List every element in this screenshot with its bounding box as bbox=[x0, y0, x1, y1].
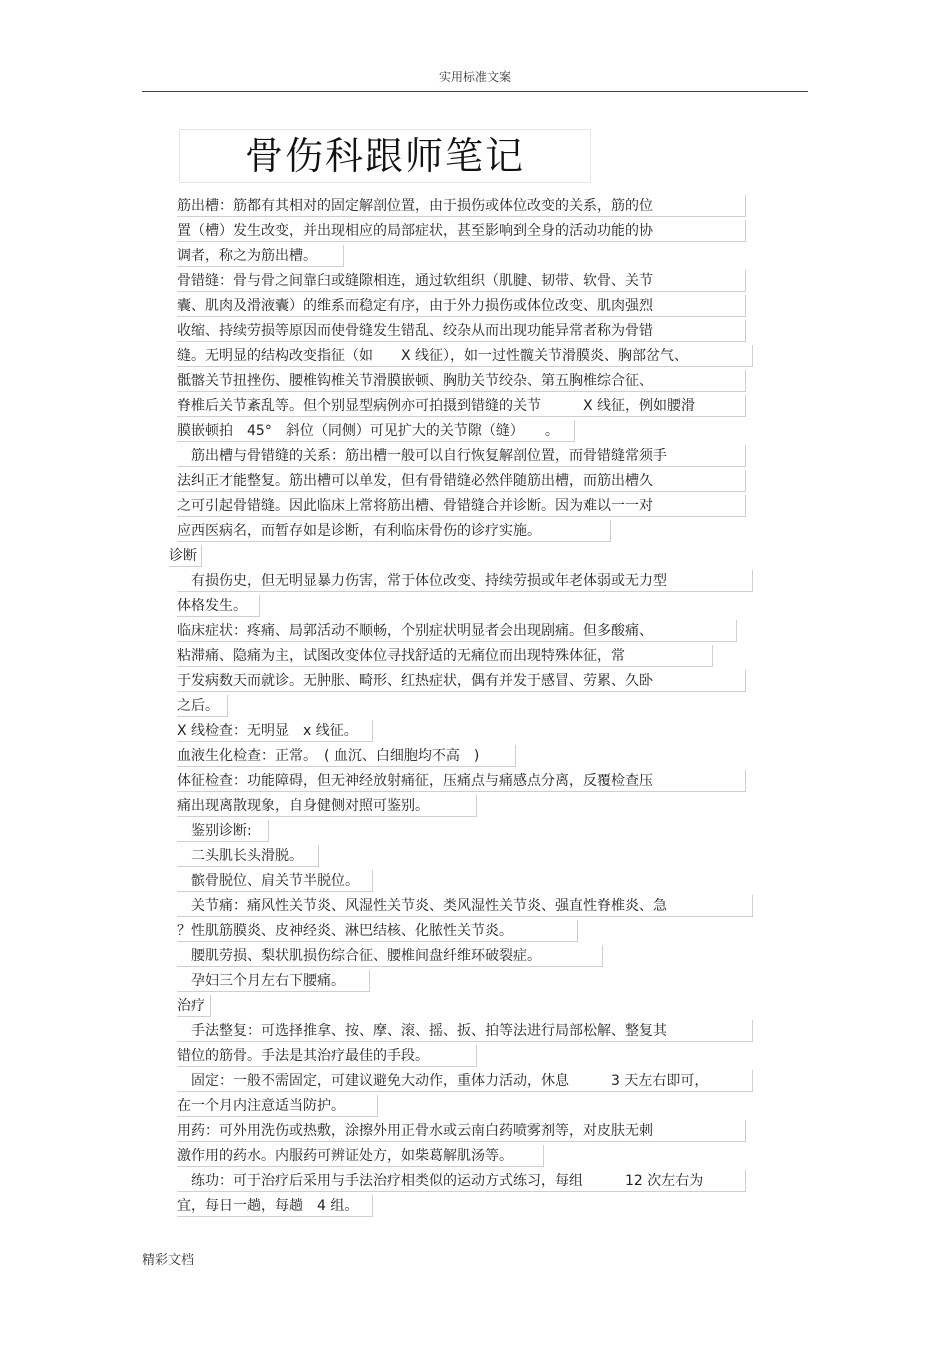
body-line: 用药：可外用洗伤或热敷，涂擦外用正骨水或云南白药喷雾剂等，对皮肤无刺 bbox=[177, 1120, 746, 1142]
body-line: 之可引起骨错缝。因此临床上常将筋出槽、骨错缝合并诊断。因为难以一一对 bbox=[177, 495, 746, 517]
body-line: 鉴别诊断: bbox=[177, 820, 269, 842]
body-line: 体格发生。 bbox=[177, 595, 260, 617]
body-line: 骶髂关节扭挫伤、腰椎钩椎关节滑膜嵌顿、胸肋关节绞杂、第五胸椎综合征、 bbox=[177, 370, 746, 392]
body-line: 固定：一般不需固定，可建议避免大动作，重体力活动，休息 3 天左右即可， bbox=[177, 1070, 753, 1092]
body-line: 手法整复：可选择推拿、按、摩、滚、摇、扳、拍等法进行局部松解、整复其 bbox=[177, 1020, 753, 1042]
header-divider bbox=[142, 91, 808, 92]
body-line: X 线检查：无明显 x 线征。 bbox=[177, 720, 373, 742]
body-line: 诊断 bbox=[169, 545, 202, 567]
body-line: 有损伤史，但无明显暴力伤害，常于体位改变、持续劳损或年老体弱或无力型 bbox=[177, 570, 753, 592]
body-line: 髌骨脱位、肩关节半脱位。 bbox=[177, 870, 373, 892]
body-line: 之后。 bbox=[177, 695, 228, 717]
body-line: 临床症状：疼痛、局郭活动不顺畅，个别症状明显者会出现剧痛。但多酸痛、 bbox=[177, 620, 737, 642]
body-line: 调者，称之为筋出槽。 bbox=[177, 245, 344, 267]
body-line: 应西医病名，而暂存如是诊断，有利临床骨伤的诊疗实施。 bbox=[177, 520, 611, 542]
body-line: 筋出槽与骨错缝的关系：筋出槽一般可以自行恢复解剖位置，而骨错缝常须手 bbox=[177, 445, 746, 467]
body-line: 收缩、持续劳损等原因而使骨缝发生错乱、绞杂从而出现功能异常者称为骨错 bbox=[177, 320, 746, 342]
body-line: 囊、肌肉及滑液囊）的维系而稳定有序，由于外力损伤或体位改变、肌肉强烈 bbox=[177, 295, 746, 317]
body-line: 筋出槽：筋都有其相对的固定解剖位置，由于损伤或体位改变的关系，筋的位 bbox=[177, 195, 746, 217]
body-line: 法纠正才能整复。筋出槽可以单发，但有骨错缝必然伴随筋出槽，而筋出槽久 bbox=[177, 470, 746, 492]
body-line: 在一个月内注意适当防护。 bbox=[177, 1095, 378, 1117]
body-line: ？性肌筋膜炎、皮神经炎、淋巴结核、化脓性关节炎。 bbox=[177, 920, 578, 942]
body-line: 腰肌劳损、梨状肌损伤综合征、腰椎间盘纤维环破裂症。 bbox=[177, 945, 603, 967]
body-line: 练功：可于治疗后采用与手法治疗相类似的运动方式练习，每组 12 次左右为 bbox=[177, 1170, 746, 1192]
page-footer: 精彩文档 bbox=[142, 1253, 195, 1268]
body-line: 关节痛：痛风性关节炎、风湿性关节炎、类风湿性关节炎、强直性脊椎炎、急 bbox=[177, 895, 753, 917]
body-line: 缝。无明显的结构改变指征（如 X 线征），如一过性髋关节滑膜炎、胸部岔气、 bbox=[177, 345, 753, 367]
body-line: 治疗 bbox=[177, 995, 211, 1017]
body-line: 错位的筋骨。手法是其治疗最佳的手段。 bbox=[177, 1045, 477, 1067]
body-line: 骨错缝：骨与骨之间靠臼或缝隙相连，通过软组织（肌腱、韧带、软骨、关节 bbox=[177, 270, 746, 292]
page-header: 实用标准文案 bbox=[438, 70, 511, 84]
body-line: 宜，每日一趟，每趟 4 组。 bbox=[177, 1195, 373, 1217]
body-line: 膜嵌顿拍 45° 斜位（同侧）可见扩大的关节隙（缝） 。 bbox=[177, 420, 575, 442]
body-line: 孕妇三个月左右下腰痛。 bbox=[177, 970, 370, 992]
body-line: 二头肌长头滑脱。 bbox=[177, 845, 319, 867]
body-line: 脊椎后关节紊乱等。但个别显型病例亦可拍摄到错缝的关节 X 线征，例如腰滑 bbox=[177, 395, 746, 417]
body-line: 激作用的药水。内服药可辨证处方，如柴葛解肌汤等。 bbox=[177, 1145, 544, 1167]
body-line: 体征检查：功能障碍，但无神经放射痛征，压痛点与痛感点分离，反覆检查压 bbox=[177, 770, 746, 792]
page-title: 骨伤科跟师笔记 bbox=[244, 134, 525, 178]
body-line: 痛出现离散现象，自身健侧对照可鉴别。 bbox=[177, 795, 477, 817]
body-line: 于发病数天而就诊。无肿胀、畸形、红热症状，偶有并发于感冒、劳累、久卧 bbox=[177, 670, 746, 692]
body-line: 置（槽）发生改变，并出现相应的局部症状，甚至影响到全身的活动功能的协 bbox=[177, 220, 746, 242]
body-line: 血液生化检查：正常。 ( 血沉、白细胞均不高 ) bbox=[177, 745, 516, 767]
body-line: 粘滞痛、隐痛为主，试图改变体位寻找舒适的无痛位而出现特殊体征，常 bbox=[177, 645, 713, 667]
